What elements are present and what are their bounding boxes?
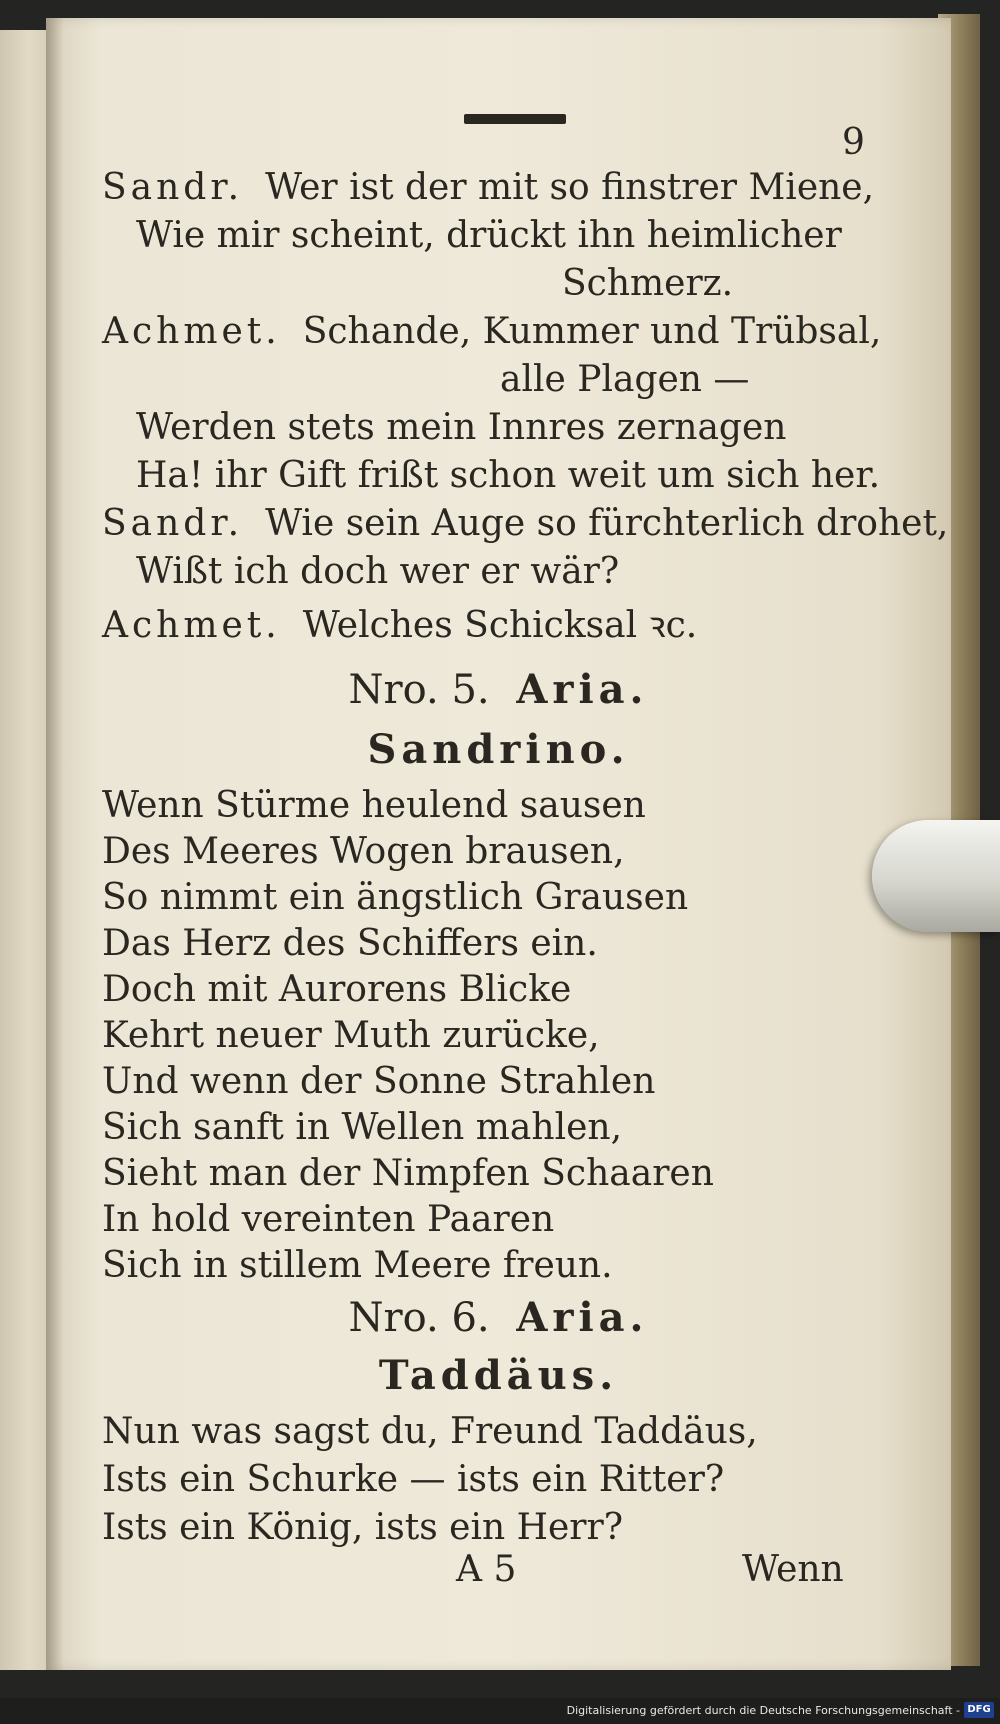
- page-number: 9: [842, 122, 865, 163]
- verse-line: Das Herz des Schiffers ein.: [102, 923, 598, 964]
- verse-line: Sieht man der Nimpfen Schaaren: [102, 1153, 714, 1194]
- verse-line: So nimmt ein ängstlich Grausen: [102, 877, 689, 918]
- line-text: Wißt ich doch wer er wär?: [136, 551, 620, 592]
- verse-line: Nun was sagst du, Freund Taddäus,: [102, 1411, 758, 1452]
- aria-title: Aria.: [516, 666, 649, 713]
- verse-line: Ists ein Schurke — ists ein Ritter?: [102, 1459, 725, 1500]
- dialogue-line: [136, 454, 880, 498]
- verse-line: Und wenn der Sonne Strahlen: [102, 1061, 656, 1102]
- speaker-name: Sandr.: [102, 503, 244, 544]
- dialogue-line: [500, 358, 749, 402]
- verse-line: Ists ein König, ists ein Herr?: [102, 1507, 623, 1548]
- verse-line: Wenn Stürme heulend sausen: [102, 785, 646, 826]
- book-page: [46, 18, 951, 1670]
- line-text: Wie mir scheint, drückt ihn heimlicher: [136, 215, 842, 256]
- gutter-shadow: [46, 18, 64, 1670]
- line-text: Schande, Kummer und Trübsal,: [302, 311, 882, 352]
- dfg-logo: DFG: [964, 1702, 994, 1718]
- line-text: Schmerz.: [562, 263, 734, 304]
- line-text: Werden stets mein Innres zernagen: [136, 407, 787, 448]
- dialogue-line: [136, 214, 842, 258]
- signature-mark: A 5: [456, 1549, 517, 1590]
- aria-title: Aria.: [516, 1294, 649, 1341]
- aria-heading: [46, 1294, 951, 1342]
- dialogue-line: [136, 406, 786, 450]
- verse-line: Sich sanft in Wellen mahlen,: [102, 1107, 623, 1148]
- aria-number: Nro. 5.: [348, 667, 490, 713]
- page-holder-clip: [872, 820, 1000, 932]
- dialogue-line: [136, 550, 619, 594]
- dialogue-line: [102, 166, 874, 210]
- verse-line: Doch mit Aurorens Blicke: [102, 969, 572, 1010]
- verse-line: Sich in stillem Meere freun.: [102, 1245, 613, 1286]
- speaker-name: Achmet.: [102, 311, 281, 352]
- facing-page-edge: [0, 30, 48, 1670]
- verse-line: Des Meeres Wogen brausen,: [102, 831, 625, 872]
- catchword: Wenn: [742, 1549, 844, 1590]
- line-text: alle Plagen —: [500, 359, 750, 400]
- line-text: Wer ist der mit so finstrer Miene,: [265, 167, 875, 208]
- header-rule: [464, 114, 566, 124]
- funding-credit: Digitalisierung gefördert durch die Deutsche Forschungsgemeinschaft -: [566, 1704, 960, 1717]
- dialogue-line: [102, 604, 697, 648]
- line-text: Wie sein Auge so fürchterlich drohet,: [265, 503, 949, 544]
- speaker-name: Sandr.: [102, 167, 244, 208]
- aria-heading: [46, 666, 951, 714]
- verse-line: Kehrt neuer Muth zurücke,: [102, 1015, 600, 1056]
- line-text: Welches Schicksal ꝛc.: [302, 605, 698, 646]
- speaker-name: Achmet.: [102, 605, 281, 646]
- singer-name: Sandrino.: [367, 726, 630, 773]
- aria-number: Nro. 6.: [348, 1295, 490, 1341]
- dialogue-line: [562, 262, 733, 306]
- singer-name: Taddäus.: [378, 1352, 619, 1399]
- dialogue-line: [102, 310, 881, 354]
- line-text: Ha! ihr Gift frißt schon weit um sich her.: [136, 455, 881, 496]
- dialogue-line: [102, 502, 948, 546]
- verse-line: In hold vereinten Paaren: [102, 1199, 555, 1240]
